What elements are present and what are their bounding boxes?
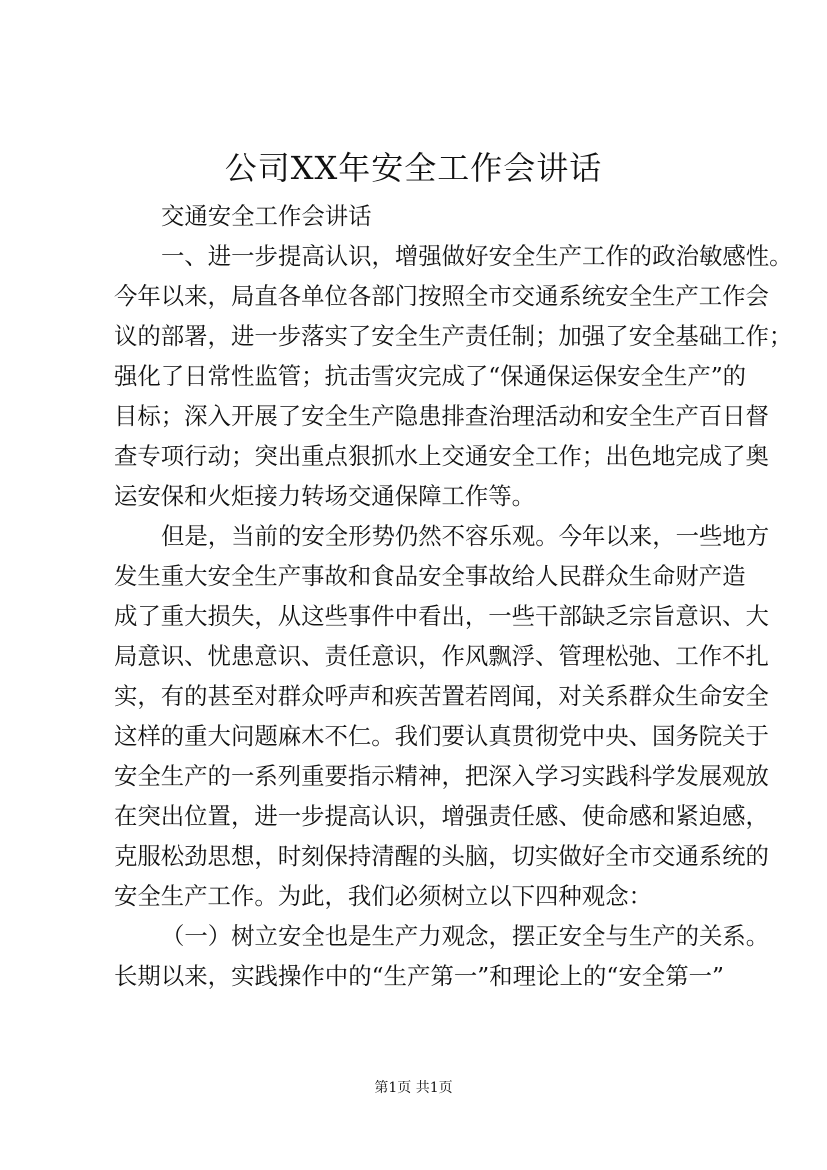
text-line: 安全生产的一系列重要指示精神，把深入学习实践科学发展观放 bbox=[114, 762, 769, 790]
document-body bbox=[114, 196, 793, 996]
page-number-footer: 第1页 共1页 bbox=[374, 1080, 453, 1096]
text-line: 查专项行动；突出重点狠抓水上交通安全工作；出色地完成了奥 bbox=[114, 442, 769, 470]
text-line: 但是，当前的安全形势仍然不容乐观。今年以来，一些地方 bbox=[161, 522, 770, 550]
text-line: 克服松劲思想，时刻保持清醒的头脑，切实做好全市交通系统的 bbox=[114, 842, 769, 870]
text-line: 实，有的甚至对群众呼声和疾苦置若罔闻，对关系群众生命安全 bbox=[114, 682, 769, 710]
text-line: 成了重大损失，从这些事件中看出，一些干部缺乏宗旨意识、大 bbox=[114, 602, 769, 630]
text-line: 发生重大安全生产事故和食品安全事故给人民群众生命财产造 bbox=[114, 562, 746, 590]
text-line: （一）树立安全也是生产力观念，摆正安全与生产的关系。 bbox=[161, 922, 770, 950]
text-line: 局意识、忧患意识、责任意识，作风飘浮、管理松弛、工作不扎 bbox=[114, 642, 769, 670]
text-line: 目标；深入开展了安全生产隐患排查治理活动和安全生产百日督 bbox=[114, 402, 769, 430]
text-line: 今年以来，局直各单位各部门按照全市交通系统安全生产工作会 bbox=[114, 282, 769, 310]
text-line: 一、进一步提高认识，增强做好安全生产工作的政治敏感性。 bbox=[161, 242, 793, 270]
text-line: 长期以来，实践操作中的“生产第一”和理论上的“安全第一” bbox=[114, 962, 724, 990]
document-title: 公司XX年安全工作会讲话 bbox=[224, 149, 603, 187]
text-line: 安全生产工作。为此，我们必须树立以下四种观念： bbox=[114, 882, 652, 910]
text-line: 这样的重大问题麻木不仁。我们要认真贯彻党中央、国务院关于 bbox=[114, 722, 769, 750]
text-line: 议的部署，进一步落实了安全生产责任制；加强了安全基础工作； bbox=[114, 322, 793, 350]
text-line: 强化了日常性监管；抗击雪灾完成了“保通保运保安全生产”的 bbox=[114, 362, 747, 390]
text-line: 在突出位置，进一步提高认识，增强责任感、使命感和紧迫感， bbox=[114, 802, 769, 830]
text-line: 运安保和火炬接力转场交通保障工作等。 bbox=[114, 482, 536, 510]
text-line: 交通安全工作会讲话 bbox=[161, 202, 372, 230]
